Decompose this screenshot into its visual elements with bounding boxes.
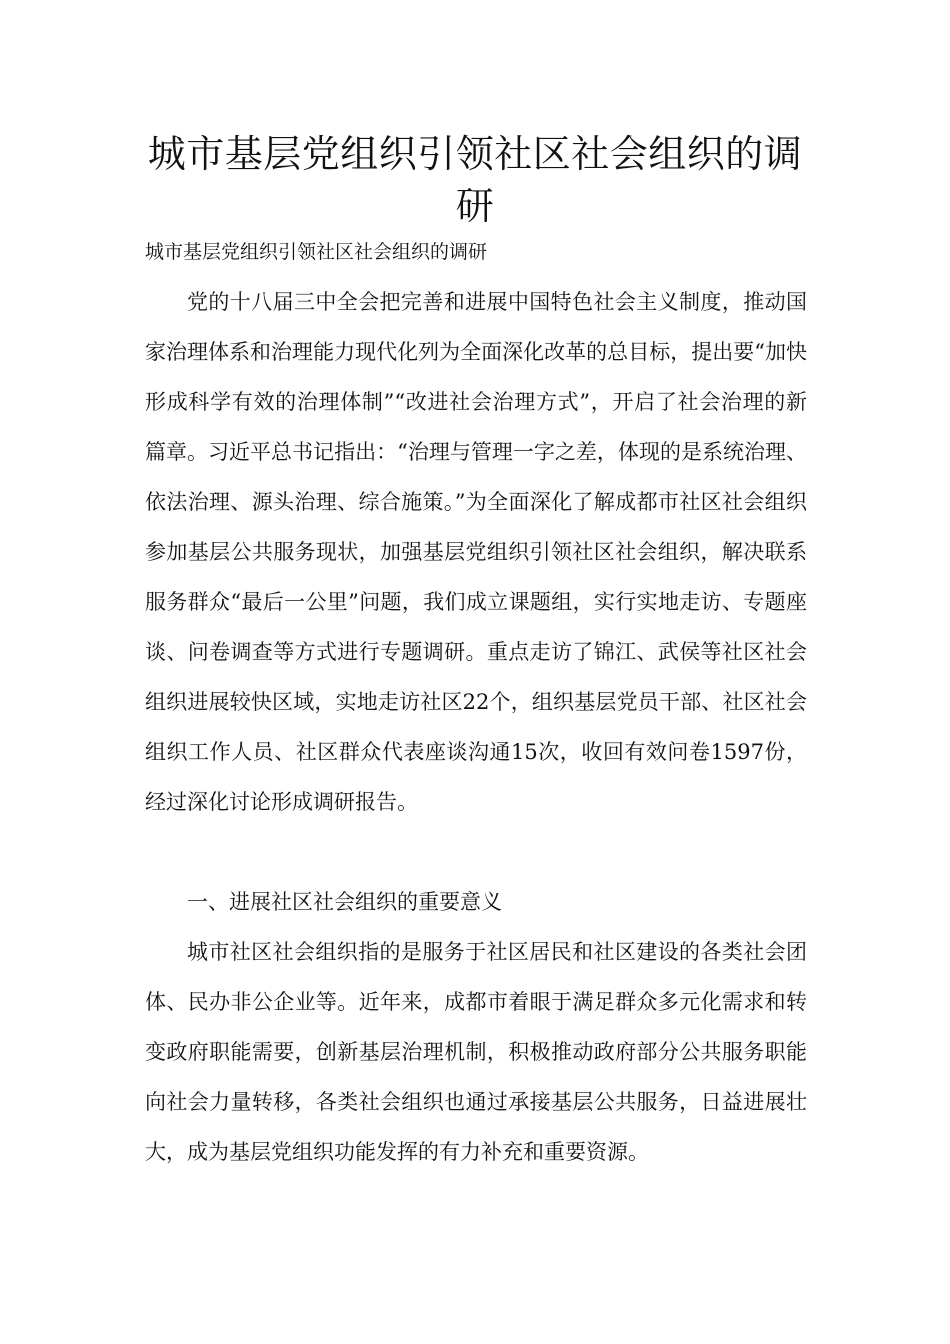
body-paragraph-intro: 党的十八届三中全会把完善和进展中国特色社会主义制度，推动国家治理体系和治理能力现代化列为全面深化改革的总目标，提出要“加快形成科学有效的治理体制”“改进社会治理方式”，开启了社会治理的新篇章。习近平总书记指出：“治理与管理一字之差，体现的是系统治理、依法治理、源头治理、综合施策。”为全面深化了解成都市社区社会组织参加基层公共服务现状，加强基层党组织引领社区社会组织，解决联系服务群众“最后一公里”问题，我们成立课题组，实行实地走访、专题座谈、问卷调查等方式进行专题调研。重点走访了锦江、武侯等社区社会组织进展较快区域，实地走访社区22个，组织基层党员干部、社区社会组织工作人员、社区群众代表座谈沟通15次，收回有效问卷1597份，经过深化讨论形成调研报告。 <box>145 290 807 814</box>
document-title: 城市基层党组织引领社区社会组织的调研 <box>147 132 803 228</box>
body-paragraph-definition: 城市社区社会组织指的是服务于社区居民和社区建设的各类社会团体、民办非公企业等。近年来，成都市着眼于满足群众多元化需求和转变政府职能需要，创新基层治理机制，积极推动政府部分公共服务职能向社会力量转移，各类社会组织也通过承接基层公共服务，日益进展壮大，成为基层党组织功能发挥的有力补充和重要资源。 <box>145 940 807 1164</box>
document-subtitle: 城市基层党组织引领社区社会组织的调研 <box>145 241 488 263</box>
section-heading: 一、进展社区社会组织的重要意义 <box>187 890 502 914</box>
